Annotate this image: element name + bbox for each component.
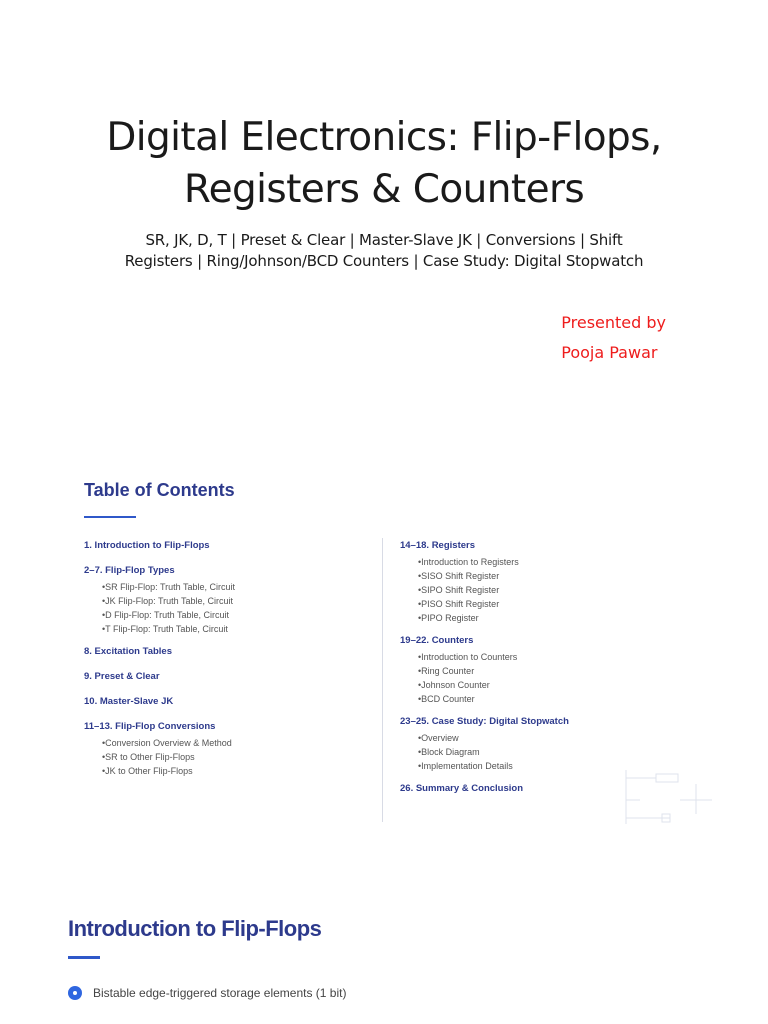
- toc-section-heading[interactable]: 11–13. Flip-Flop Conversions: [84, 721, 216, 732]
- toc-section-heading[interactable]: 14–18. Registers: [400, 540, 475, 551]
- presenter-name: Pooja Pawar: [561, 343, 658, 362]
- toc-section: [84, 565, 374, 636]
- toc-section: [400, 635, 700, 706]
- presenter-block: [561, 308, 666, 368]
- title-line-2: Registers & Counters: [183, 167, 585, 212]
- toc-subitem[interactable]: • SR to Other Flip-Flops: [84, 750, 374, 764]
- toc-section: [84, 721, 374, 778]
- toc-section: [400, 716, 700, 773]
- toc-column-divider: [382, 538, 383, 822]
- toc-subitem[interactable]: • PISO Shift Register: [400, 597, 700, 611]
- title-line-1: Digital Electronics: Flip-Flops,: [106, 115, 662, 160]
- toc-subitem[interactable]: • JK Flip-Flop: Truth Table, Circuit: [84, 594, 374, 608]
- toc-right-column: [400, 540, 700, 808]
- toc-section-heading[interactable]: 19–22. Counters: [400, 635, 474, 646]
- toc-subitem[interactable]: • Implementation Details: [400, 759, 700, 773]
- subtitle-line-1: SR, JK, D, T | Preset & Clear | Master-Slave JK | Conversions | Shift: [145, 231, 623, 249]
- presented-by-label: Presented by: [561, 313, 666, 332]
- intro-title: Introduction to Flip-Flops: [68, 916, 322, 941]
- presentation-subtitle: [60, 230, 708, 272]
- toc-section-heading[interactable]: 26. Summary & Conclusion: [400, 783, 524, 794]
- toc-subitem[interactable]: • Overview: [400, 731, 700, 745]
- bullet-dot-icon: [68, 986, 82, 1000]
- toc-subitem[interactable]: • D Flip-Flop: Truth Table, Circuit: [84, 608, 374, 622]
- toc-subitem[interactable]: • Ring Counter: [400, 664, 700, 678]
- intro-slide: [0, 890, 768, 1024]
- toc-section: [84, 540, 374, 551]
- toc-subitem[interactable]: • Johnson Counter: [400, 678, 700, 692]
- toc-section-heading[interactable]: 2–7. Flip-Flop Types: [84, 565, 175, 576]
- toc-subitem[interactable]: • JK to Other Flip-Flops: [84, 764, 374, 778]
- subtitle-line-2: Registers | Ring/Johnson/BCD Counters | Case Study: Digital Stopwatch: [124, 252, 644, 270]
- toc-section-heading[interactable]: 1. Introduction to Flip-Flops: [84, 540, 210, 551]
- toc-subitem[interactable]: • Block Diagram: [400, 745, 700, 759]
- toc-left-column: [84, 540, 374, 788]
- toc-title: Table of Contents: [84, 480, 235, 500]
- toc-section-heading[interactable]: 10. Master-Slave JK: [84, 696, 174, 707]
- toc-section-heading[interactable]: 23–25. Case Study: Digital Stopwatch: [400, 716, 569, 727]
- toc-subitem[interactable]: • SR Flip-Flop: Truth Table, Circuit: [84, 580, 374, 594]
- presentation-title: [24, 112, 744, 216]
- toc-subitem[interactable]: • SISO Shift Register: [400, 569, 700, 583]
- intro-bullet: [68, 986, 346, 1000]
- toc-title-underline: [84, 516, 136, 518]
- toc-subitem[interactable]: • BCD Counter: [400, 692, 700, 706]
- toc-section-heading[interactable]: 9. Preset & Clear: [84, 671, 160, 682]
- toc-subitem[interactable]: • Introduction to Registers: [400, 555, 700, 569]
- toc-section: [400, 540, 700, 625]
- toc-subitem[interactable]: • Conversion Overview & Method: [84, 736, 374, 750]
- intro-title-underline: [68, 956, 100, 959]
- toc-section: [84, 671, 374, 682]
- toc-subitem[interactable]: • T Flip-Flop: Truth Table, Circuit: [84, 622, 374, 636]
- intro-bullet-text: Bistable edge-triggered storage elements (1 bit): [93, 986, 347, 1000]
- toc-subitem[interactable]: • Introduction to Counters: [400, 650, 700, 664]
- toc-subitem[interactable]: • SIPO Shift Register: [400, 583, 700, 597]
- circuit-decoration-icon: [622, 770, 716, 826]
- toc-subitem[interactable]: • PIPO Register: [400, 611, 700, 625]
- toc-section: [84, 646, 374, 657]
- title-slide: [0, 0, 768, 420]
- toc-section: [84, 696, 374, 707]
- toc-slide: [0, 440, 768, 860]
- toc-section-heading[interactable]: 8. Excitation Tables: [84, 646, 172, 657]
